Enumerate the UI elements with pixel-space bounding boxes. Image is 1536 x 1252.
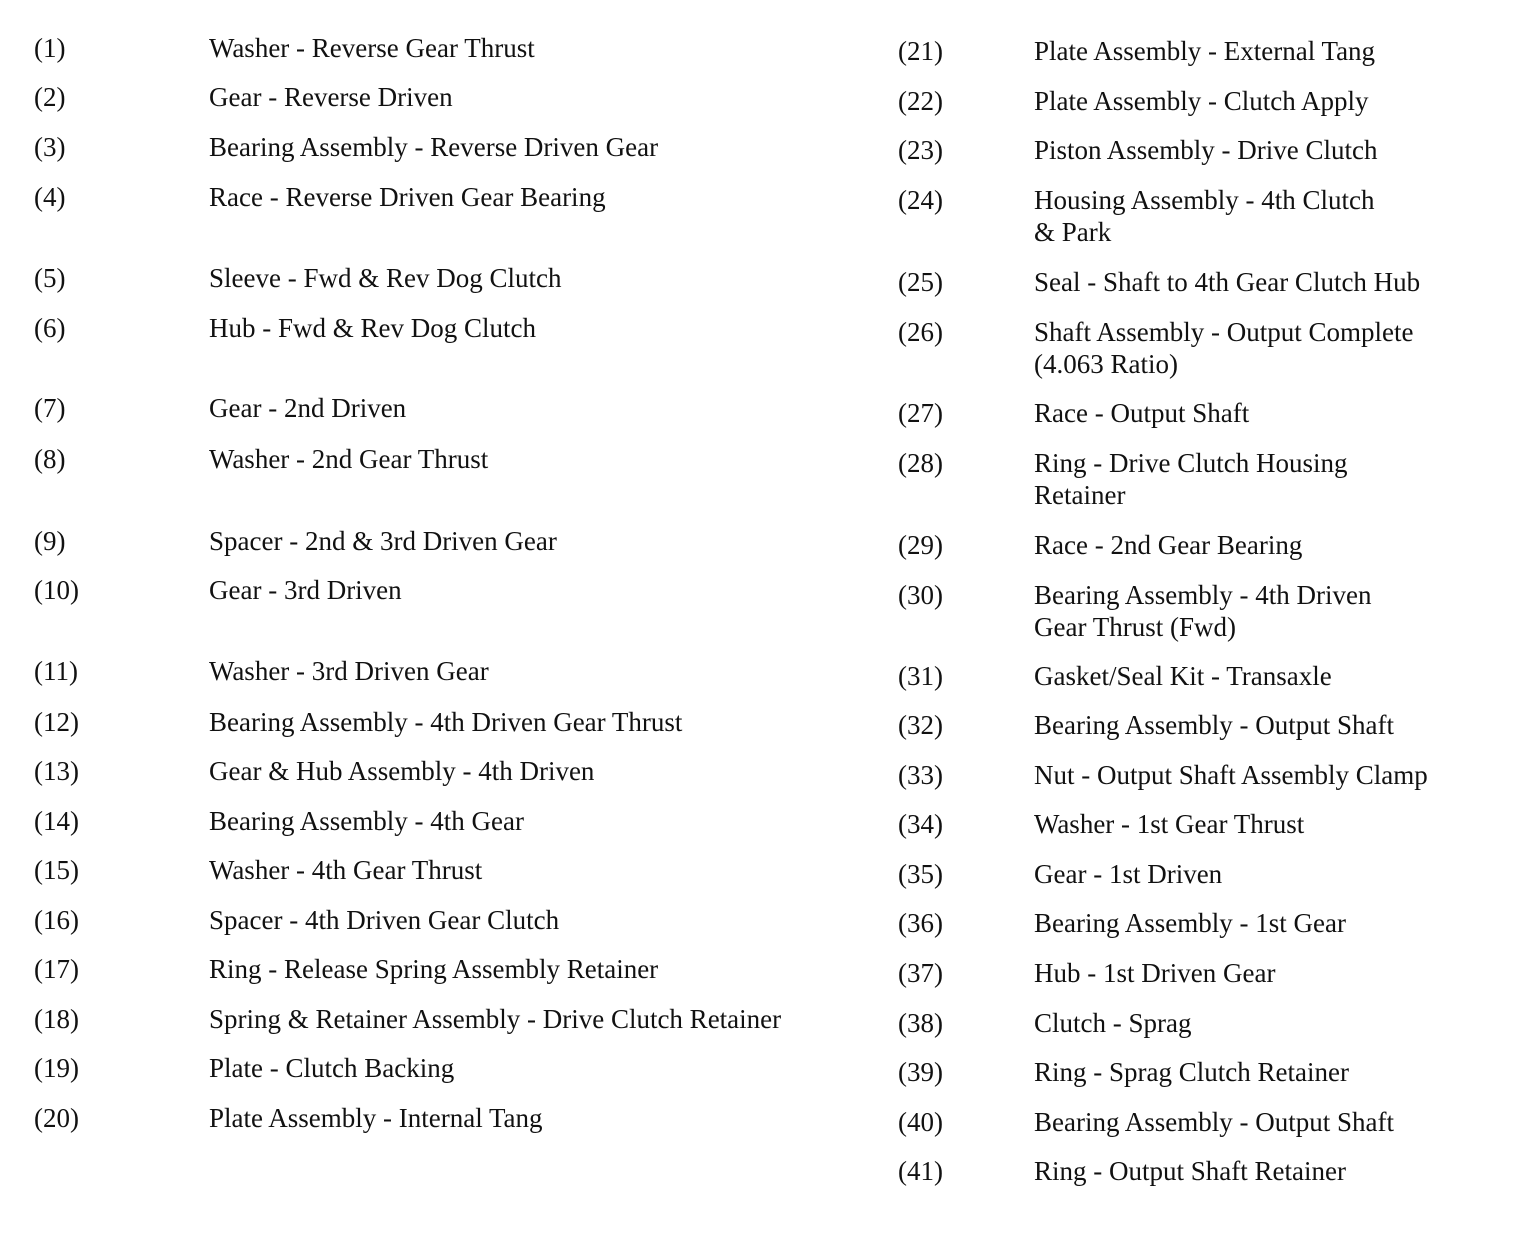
item-number: (30) [898,580,943,610]
item-number: (19) [34,1053,79,1083]
item-number: (7) [34,393,66,423]
item-description: Gear - 2nd Driven [209,393,407,423]
item-number: (6) [34,313,66,343]
item-number: (4) [34,182,66,212]
item-number: (2) [34,82,66,112]
item-number: (22) [898,86,943,116]
item-description: Gear - Reverse Driven [209,82,453,112]
item-description: Washer - 2nd Gear Thrust [209,444,489,474]
item-number: (33) [898,760,943,790]
item-description: Washer - 3rd Driven Gear [209,656,489,686]
item-number: (13) [34,756,79,786]
item-description: Race - Output Shaft [1034,398,1250,428]
item-description: Bearing Assembly - Output Shaft [1034,1107,1394,1137]
item-description: Shaft Assembly - Output Complete (4.063 Ratio) [1034,317,1414,379]
item-number: (37) [898,958,943,988]
item-description: Race - Reverse Driven Gear Bearing [209,182,606,212]
item-number: (32) [898,710,943,740]
item-description: Spacer - 4th Driven Gear Clutch [209,905,560,935]
item-number: (18) [34,1004,79,1034]
item-number: (14) [34,806,79,836]
item-description: Plate - Clutch Backing [209,1053,455,1083]
item-number: (23) [898,135,943,165]
item-number: (20) [34,1103,79,1133]
item-description: Seal - Shaft to 4th Gear Clutch Hub [1034,267,1421,297]
item-description: Bearing Assembly - 4th Gear [209,806,524,836]
item-description: Gear - 3rd Driven [209,575,402,605]
item-description: Spacer - 2nd & 3rd Driven Gear [209,526,557,556]
item-number: (28) [898,448,943,478]
item-description: Ring - Release Spring Assembly Retainer [209,954,659,984]
item-description: Housing Assembly - 4th Clutch & Park [1034,185,1375,247]
item-description: Gear & Hub Assembly - 4th Driven [209,756,595,786]
item-description: Race - 2nd Gear Bearing [1034,530,1303,560]
item-number: (40) [898,1107,943,1137]
item-number: (10) [34,575,79,605]
item-number: (16) [34,905,79,935]
item-description: Clutch - Sprag [1034,1008,1192,1038]
item-number: (27) [898,398,943,428]
item-description: Ring - Sprag Clutch Retainer [1034,1057,1349,1087]
item-number: (1) [34,33,66,63]
item-number: (26) [898,317,943,347]
item-description: Bearing Assembly - 4th Driven Gear Thrust (Fwd) [1034,580,1372,642]
item-description: Washer - 4th Gear Thrust [209,855,483,885]
item-number: (8) [34,444,66,474]
item-number: (31) [898,661,943,691]
item-number: (3) [34,132,66,162]
item-description: Gear - 1st Driven [1034,859,1223,889]
item-number: (15) [34,855,79,885]
item-description: Ring - Output Shaft Retainer [1034,1156,1346,1186]
item-number: (5) [34,263,66,293]
item-description: Spring & Retainer Assembly - Drive Clutch Retainer [209,1004,782,1034]
item-description: Ring - Drive Clutch Housing Retainer [1034,448,1348,510]
item-number: (12) [34,707,79,737]
item-description: Plate Assembly - Clutch Apply [1034,86,1369,116]
item-description: Washer - 1st Gear Thrust [1034,809,1305,839]
item-number: (36) [898,908,943,938]
item-number: (11) [34,656,78,686]
item-description: Bearing Assembly - Reverse Driven Gear [209,132,659,162]
item-description: Hub - Fwd & Rev Dog Clutch [209,313,536,343]
item-number: (24) [898,185,943,215]
item-description: Plate Assembly - External Tang [1034,36,1376,66]
item-number: (9) [34,526,66,556]
item-number: (34) [898,809,943,839]
item-description: Nut - Output Shaft Assembly Clamp [1034,760,1428,790]
item-number: (38) [898,1008,943,1038]
item-description: Piston Assembly - Drive Clutch [1034,135,1378,165]
item-description: Plate Assembly - Internal Tang [209,1103,543,1133]
item-description: Hub - 1st Driven Gear [1034,958,1276,988]
item-number: (21) [898,36,943,66]
item-description: Washer - Reverse Gear Thrust [209,33,535,63]
item-description: Gasket/Seal Kit - Transaxle [1034,661,1332,691]
item-number: (29) [898,530,943,560]
item-description: Sleeve - Fwd & Rev Dog Clutch [209,263,562,293]
item-number: (41) [898,1156,943,1186]
item-description: Bearing Assembly - Output Shaft [1034,710,1394,740]
item-number: (39) [898,1057,943,1087]
item-number: (17) [34,954,79,984]
item-description: Bearing Assembly - 1st Gear [1034,908,1346,938]
item-number: (35) [898,859,943,889]
item-number: (25) [898,267,943,297]
item-description: Bearing Assembly - 4th Driven Gear Thrust [209,707,683,737]
